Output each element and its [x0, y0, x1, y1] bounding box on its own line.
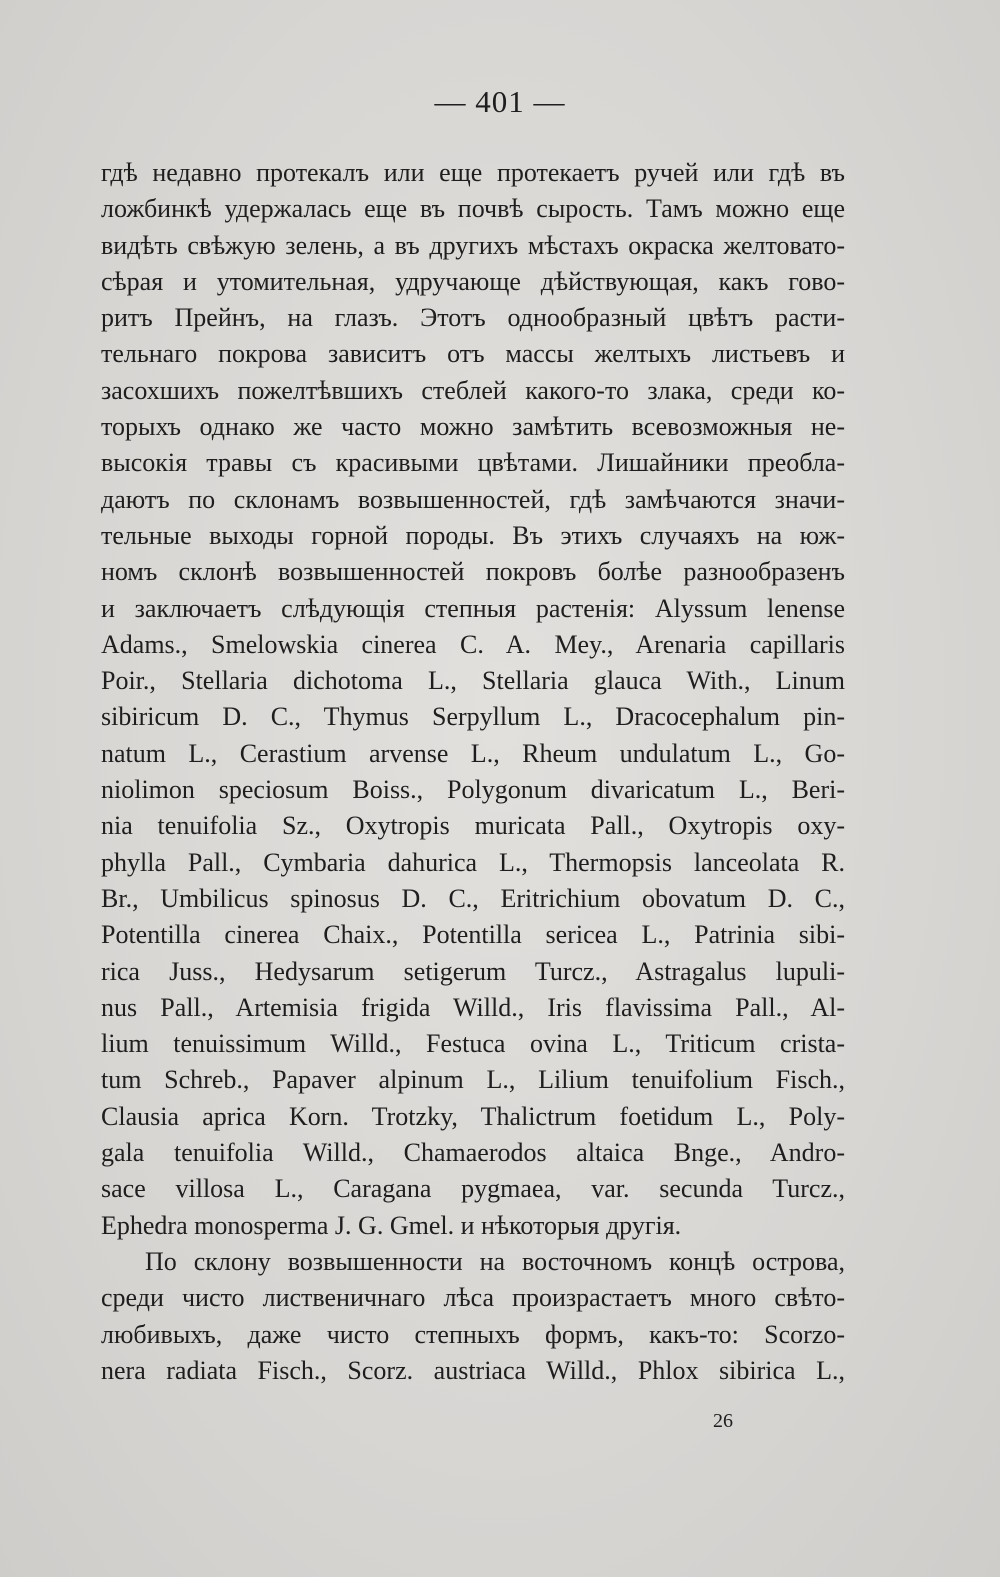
text-line: phylla Pall., Cymbaria dahurica L., Thermopsis lanceolata R. — [101, 847, 845, 877]
text-line: даютъ по склонамъ возвышенностей, гдѣ замѣчаются значи- — [101, 484, 845, 514]
text-line: и заключаетъ слѣдующія степныя растенія: Alyssum lenense — [101, 593, 845, 623]
page-number: — 401 — — [434, 84, 566, 119]
text-line: ложбинкѣ удержалась еще въ почвѣ сырость. Тамъ можно еще — [101, 194, 845, 224]
text-line: высокія травы съ красивыми цвѣтами. Лишайники преобла- — [101, 448, 845, 478]
text-line: По склону возвышенности на восточномъ концѣ острова, — [145, 1246, 845, 1276]
text-line: Clausia aprica Korn. Trotzky, Thalictrum foetidum L., Poly- — [101, 1101, 845, 1131]
text-line: nus Pall., Artemisia frigida Willd., Iris flavissima Pall., Al- — [101, 992, 845, 1022]
text-line: Br., Umbilicus spinosus D. C., Eritrichium obovatum D. C., — [101, 883, 845, 913]
text-line: номъ склонѣ возвышенностей покровъ болѣе разнообразенъ — [101, 557, 845, 587]
text-line: тельные выходы горной породы. Въ этихъ случаяхъ на юж- — [101, 520, 845, 550]
signature-mark: 26 — [713, 1410, 733, 1432]
text-line: sace villosa L., Caragana pygmaea, var. secunda Turcz., — [101, 1174, 845, 1204]
text-line: nia tenuifolia Sz., Oxytropis muricata Pall., Oxytropis oxy- — [101, 811, 845, 841]
paragraph-2 — [101, 1244, 845, 1389]
text-line: Adams., Smelowskia cinerea C. A. Mey., Arenaria capillaris — [101, 629, 845, 659]
text-line: gala tenuifolia Willd., Chamaerodos altaica Bnge., Andro- — [101, 1138, 845, 1168]
body-text — [101, 155, 845, 1389]
text-line: niolimon speciosum Boiss., Polygonum divaricatum L., Beri- — [101, 775, 845, 805]
text-line: сѣрая и утомительная, удручающе дѣйствующая, какъ гово- — [101, 266, 845, 296]
text-line: среди чисто лиственичнаго лѣса произрастаетъ много свѣто- — [101, 1283, 845, 1313]
text-line: засохшихъ пожелтѣвшихъ стеблей какого-то злака, среди ко- — [101, 375, 845, 405]
text-line: любивыхъ, даже чисто степныхъ формъ, какъ-то: Scorzo- — [101, 1319, 845, 1349]
text-line: торыхъ однако же часто можно замѣтить всевозможныя не- — [101, 412, 845, 442]
text-line: гдѣ недавно протекалъ или еще протекаетъ ручей или гдѣ въ — [101, 158, 845, 187]
text-line: lium tenuissimum Willd., Festuca ovina L., Triticum crista- — [101, 1029, 845, 1059]
text-line: тельнаго покрова зависитъ отъ массы желтыхъ листьевъ и — [101, 339, 845, 369]
text-line: ритъ Прейнъ, на глазъ. Этотъ однообразный цвѣтъ расти- — [101, 303, 845, 333]
text-line: tum Schreb., Papaver alpinum L., Lilium tenuifolium Fisch., — [101, 1065, 845, 1095]
text-line: Potentilla cinerea Chaix., Potentilla sericea L., Patrinia sibi- — [101, 920, 845, 950]
text-line: rica Juss., Hedysarum setigerum Turcz., Astragalus lupuli- — [101, 956, 845, 986]
text-line: sibiricum D. C., Thymus Serpyllum L., Dracocephalum pin- — [101, 702, 845, 732]
text-line: natum L., Cerastium arvense L., Rheum undulatum L., Go- — [101, 738, 845, 768]
paragraph-1 — [101, 155, 845, 1244]
text-line: nera radiata Fisch., Scorz. austriaca Willd., Phlox sibirica L., — [101, 1355, 845, 1385]
text-line: видѣть свѣжую зелень, а въ другихъ мѣстахъ окраска желтовато- — [101, 230, 845, 260]
text-line: Poir., Stellaria dichotoma L., Stellaria glauca With., Linum — [101, 666, 845, 696]
text-line: Ephedra monosperma J. G. Gmel. и нѣкоторыя другія. — [101, 1210, 682, 1240]
